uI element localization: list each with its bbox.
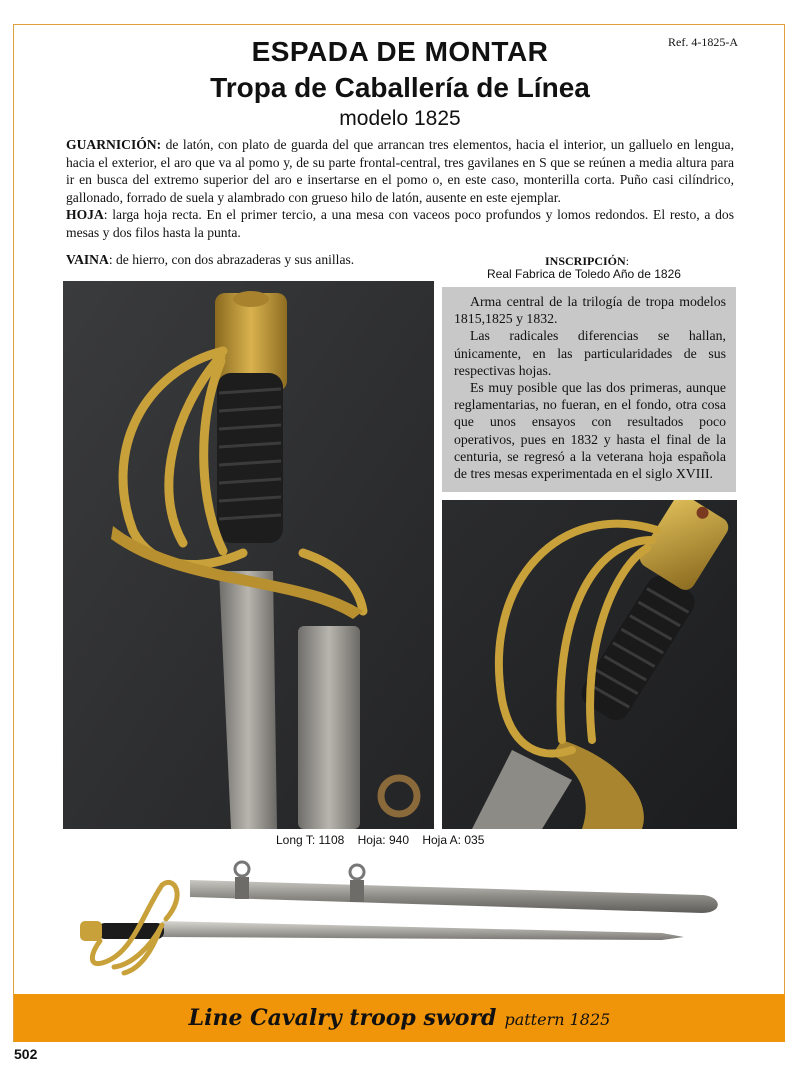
inscription-label: INSCRIPCIÓN (545, 254, 626, 268)
page-number: 502 (14, 1046, 38, 1062)
inscription-colon: : (625, 254, 630, 268)
historical-note (442, 287, 736, 492)
english-title: Line Cavalry troop sword (188, 1005, 497, 1031)
measurements: Long T: 1108 Hoja: 940 Hoja A: 035 (276, 833, 485, 847)
hoja-text: : larga hoja recta. En el primer tercio, a una mesa con vaceos poco profundos y lomos redondos. El resto, a dos mesas y dos filos hasta la punta. (66, 207, 734, 240)
note-paragraph: Es muy posible que las dos primeras, aunque reglamentarias, no fueran, en el fondo, otra cosa que unos ensayos con resultados poco operativos, pues en 1832 y hasta el final de la centuria, se regresó a la veterana hoja española de tres mesas experimentada en el siglo XVIII. (454, 380, 726, 482)
page-title: ESPADA DE MONTAR (251, 36, 549, 67)
guarnicion-label: GUARNICIÓN: (66, 137, 162, 152)
description-block (66, 136, 734, 241)
model-year: modelo 1825 (339, 107, 461, 130)
note-paragraph: Arma central de la trilogía de tropa modelos 1815,1825 y 1832. (454, 294, 726, 327)
vaina-label: VAINA (66, 252, 109, 267)
hilt-and-scabbard-photo (63, 281, 434, 829)
pattern-label: pattern 1825 (504, 1010, 611, 1029)
inscription-text: Real Fabrica de Toledo Año de 1826 (487, 267, 681, 281)
guarnicion-paragraph (66, 136, 734, 206)
guarnicion-text: de latón, con plato de guarda del que arrancan tres elementos, hacia el interior, un galluelo en lengua, hacia el exterior, el aro que va al pomo y, de su parte frontal-central, tres gavilanes en S que se reúnen a media altura para ir en busca del extremo superior del aro e insertarse en el pomo o, en este caso, monterilla corta. Puño casi cilíndrico, gallonado, forrado de suela y alambrado con grueso hilo de latón, ausente en este ejemplar. (66, 137, 734, 205)
hoja-label: HOJA (66, 207, 104, 222)
hoja-paragraph (66, 206, 734, 241)
vaina-text: : de hierro, con dos abrazaderas y sus anillas. (108, 252, 355, 267)
page-subtitle: Tropa de Caballería de Línea (210, 72, 590, 103)
full-sword-with-scabbard-photo (62, 855, 732, 985)
hilt-detail-photo (442, 500, 737, 829)
vaina-paragraph (66, 252, 354, 268)
reference-code: Ref. 4-1825-A (668, 35, 738, 49)
english-title-banner (14, 994, 785, 1042)
note-paragraph: Las radicales diferencias se hallan, únicamente, en las particularidades de sus respectivas hojas. (454, 328, 726, 378)
